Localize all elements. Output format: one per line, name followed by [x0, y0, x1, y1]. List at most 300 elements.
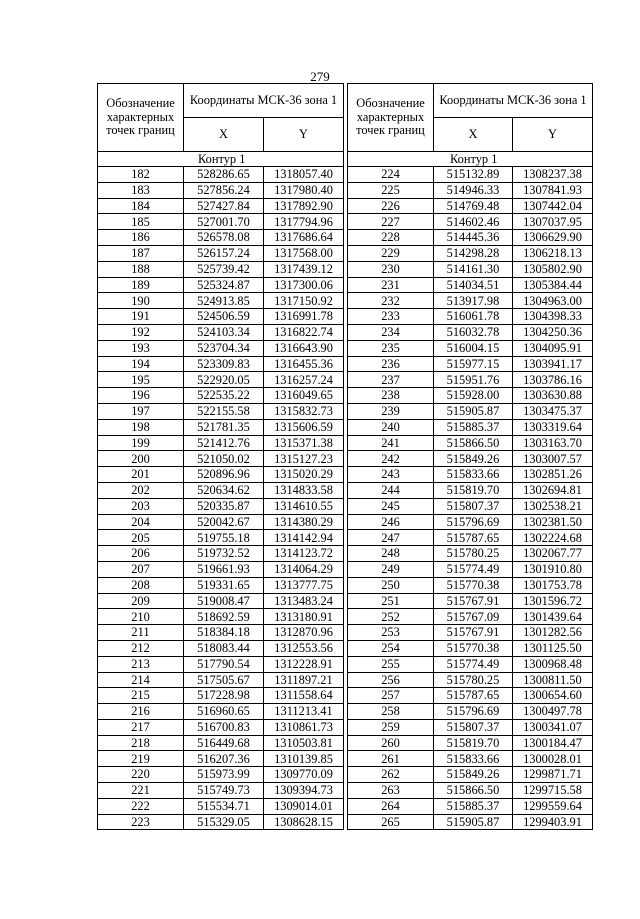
point-number-cell: 190	[98, 293, 184, 309]
x-coordinate-cell: 516207.36	[184, 751, 264, 767]
point-number-cell: 215	[98, 688, 184, 704]
table-row	[98, 546, 344, 562]
x-coordinate-cell: 519661.93	[184, 561, 264, 577]
x-coordinate-cell: 518384.18	[184, 625, 264, 641]
point-number-cell: 262	[348, 767, 434, 783]
table-row	[98, 230, 344, 246]
point-number-cell: 182	[98, 167, 184, 183]
point-number-cell: 230	[348, 261, 434, 277]
point-number-cell: 207	[98, 561, 184, 577]
y-coordinate-cell: 1302538.21	[513, 498, 593, 514]
table-row	[98, 625, 344, 641]
table-row	[98, 672, 344, 688]
x-coordinate-cell: 516449.68	[184, 735, 264, 751]
x-coordinate-cell: 515885.37	[434, 419, 513, 435]
y-coordinate-cell: 1309770.09	[264, 767, 344, 783]
y-coordinate-cell: 1316257.24	[264, 372, 344, 388]
contour-label: Контур 1	[98, 152, 344, 167]
y-coordinate-cell: 1317439.12	[264, 261, 344, 277]
table-row	[348, 261, 593, 277]
y-coordinate-cell: 1307841.93	[513, 182, 593, 198]
y-coordinate-cell: 1309394.73	[264, 783, 344, 799]
x-coordinate-cell: 515866.50	[434, 435, 513, 451]
point-number-cell: 254	[348, 640, 434, 656]
table-row	[348, 640, 593, 656]
y-coordinate-cell: 1311897.21	[264, 672, 344, 688]
table-row	[98, 640, 344, 656]
table-row	[98, 435, 344, 451]
table-row	[348, 214, 593, 230]
table-row	[98, 293, 344, 309]
table-row	[98, 514, 344, 530]
y-coordinate-cell: 1301910.80	[513, 561, 593, 577]
point-number-cell: 227	[348, 214, 434, 230]
table-row	[98, 309, 344, 325]
table-row	[98, 609, 344, 625]
table-row	[348, 467, 593, 483]
x-coordinate-cell: 528286.65	[184, 167, 264, 183]
coordinates-column-header: Координаты МСК-36 зона 1	[184, 84, 344, 118]
table-row	[98, 277, 344, 293]
table-row	[98, 656, 344, 672]
y-coordinate-cell: 1299715.58	[513, 783, 593, 799]
point-number-cell: 196	[98, 388, 184, 404]
point-number-cell: 213	[98, 656, 184, 672]
table-row	[98, 704, 344, 720]
x-coordinate-cell: 518083.44	[184, 640, 264, 656]
table-row	[348, 403, 593, 419]
point-number-cell: 198	[98, 419, 184, 435]
table-row	[98, 561, 344, 577]
table-row	[98, 419, 344, 435]
y-coordinate-cell: 1317150.92	[264, 293, 344, 309]
y-coordinate-cell: 1302381.50	[513, 514, 593, 530]
y-coordinate-cell: 1300811.50	[513, 672, 593, 688]
y-coordinate-cell: 1310861.73	[264, 719, 344, 735]
y-coordinate-cell: 1303786.16	[513, 372, 593, 388]
table-row	[98, 735, 344, 751]
table-row	[98, 198, 344, 214]
point-number-cell: 239	[348, 403, 434, 419]
y-coordinate-cell: 1304250.36	[513, 324, 593, 340]
point-number-cell: 214	[98, 672, 184, 688]
x-coordinate-cell: 515749.73	[184, 783, 264, 799]
point-number-cell: 185	[98, 214, 184, 230]
y-coordinate-cell: 1300341.07	[513, 719, 593, 735]
table-row	[348, 182, 593, 198]
point-number-cell: 252	[348, 609, 434, 625]
x-coordinate-cell: 519331.65	[184, 577, 264, 593]
x-coordinate-cell: 519755.18	[184, 530, 264, 546]
y-coordinate-cell: 1305802.90	[513, 261, 593, 277]
table-row	[348, 704, 593, 720]
x-coordinate-cell: 515951.76	[434, 372, 513, 388]
y-coordinate-cell: 1301439.64	[513, 609, 593, 625]
y-coordinate-cell: 1299871.71	[513, 767, 593, 783]
point-number-cell: 192	[98, 324, 184, 340]
x-coordinate-cell: 521412.76	[184, 435, 264, 451]
table-row	[348, 198, 593, 214]
table-row	[348, 546, 593, 562]
point-number-cell: 261	[348, 751, 434, 767]
x-coordinate-cell: 516700.83	[184, 719, 264, 735]
table-row	[98, 340, 344, 356]
point-number-cell: 256	[348, 672, 434, 688]
point-number-cell: 234	[348, 324, 434, 340]
x-coordinate-cell: 521050.02	[184, 451, 264, 467]
table-row	[348, 309, 593, 325]
y-coordinate-cell: 1310139.85	[264, 751, 344, 767]
y-coordinate-cell: 1300184.47	[513, 735, 593, 751]
table-row	[348, 593, 593, 609]
table-row	[348, 783, 593, 799]
x-coordinate-cell: 515819.70	[434, 482, 513, 498]
point-number-cell: 188	[98, 261, 184, 277]
point-number-cell: 219	[98, 751, 184, 767]
x-coordinate-cell: 515807.37	[434, 498, 513, 514]
y-coordinate-cell: 1315832.73	[264, 403, 344, 419]
point-number-cell: 248	[348, 546, 434, 562]
table-row	[348, 245, 593, 261]
point-number-cell: 224	[348, 167, 434, 183]
table-row	[98, 467, 344, 483]
table-row	[348, 561, 593, 577]
y-coordinate-cell: 1299559.64	[513, 798, 593, 814]
x-coordinate-cell: 515329.05	[184, 814, 264, 830]
contour-row	[98, 152, 344, 167]
x-coordinate-cell: 515767.09	[434, 609, 513, 625]
x-coordinate-cell: 524103.34	[184, 324, 264, 340]
table-row	[348, 609, 593, 625]
x-coordinate-cell: 526157.24	[184, 245, 264, 261]
point-number-cell: 201	[98, 467, 184, 483]
point-number-cell: 208	[98, 577, 184, 593]
point-number-cell: 228	[348, 230, 434, 246]
x-coordinate-cell: 515973.99	[184, 767, 264, 783]
table-row	[348, 435, 593, 451]
x-coordinate-cell: 515905.87	[434, 403, 513, 419]
point-number-cell: 243	[348, 467, 434, 483]
table-row	[98, 498, 344, 514]
x-coordinate-cell: 515977.15	[434, 356, 513, 372]
x-coordinate-cell: 519008.47	[184, 593, 264, 609]
x-coordinate-cell: 514445.36	[434, 230, 513, 246]
table-row	[98, 783, 344, 799]
table-row	[348, 530, 593, 546]
x-coordinate-cell: 514161.30	[434, 261, 513, 277]
y-coordinate-cell: 1302224.68	[513, 530, 593, 546]
x-coordinate-cell: 525324.87	[184, 277, 264, 293]
point-number-cell: 205	[98, 530, 184, 546]
table-row	[348, 230, 593, 246]
point-number-cell: 257	[348, 688, 434, 704]
point-number-cell: 242	[348, 451, 434, 467]
x-coordinate-cell: 515833.66	[434, 467, 513, 483]
point-number-cell: 263	[348, 783, 434, 799]
point-number-cell: 225	[348, 182, 434, 198]
y-coordinate-cell: 1301596.72	[513, 593, 593, 609]
y-coordinate-cell: 1316049.65	[264, 388, 344, 404]
x-coordinate-cell: 515774.49	[434, 656, 513, 672]
point-number-cell: 210	[98, 609, 184, 625]
point-number-cell: 251	[348, 593, 434, 609]
table-row	[98, 214, 344, 230]
x-coordinate-cell: 520042.67	[184, 514, 264, 530]
point-number-cell: 238	[348, 388, 434, 404]
x-coordinate-cell: 522535.22	[184, 388, 264, 404]
y-coordinate-cell: 1307442.04	[513, 198, 593, 214]
table-row	[98, 798, 344, 814]
table-row	[348, 293, 593, 309]
table-row	[348, 419, 593, 435]
y-coordinate-cell: 1303007.57	[513, 451, 593, 467]
x-coordinate-cell: 515885.37	[434, 798, 513, 814]
table-row	[98, 372, 344, 388]
x-coordinate-cell: 520634.62	[184, 482, 264, 498]
y-coordinate-cell: 1303475.37	[513, 403, 593, 419]
y-coordinate-cell: 1302851.26	[513, 467, 593, 483]
table-row	[348, 719, 593, 735]
x-column-header: X	[184, 118, 264, 152]
table-row	[348, 340, 593, 356]
table-row	[98, 577, 344, 593]
y-coordinate-cell: 1299403.91	[513, 814, 593, 830]
x-coordinate-cell: 517505.67	[184, 672, 264, 688]
x-coordinate-cell: 524506.59	[184, 309, 264, 325]
point-number-cell: 218	[98, 735, 184, 751]
x-coordinate-cell: 517790.54	[184, 656, 264, 672]
x-coordinate-cell: 513917.98	[434, 293, 513, 309]
table-row	[348, 814, 593, 830]
x-coordinate-cell: 515534.71	[184, 798, 264, 814]
x-coordinate-cell: 516004.15	[434, 340, 513, 356]
y-coordinate-cell: 1316455.36	[264, 356, 344, 372]
point-number-cell: 235	[348, 340, 434, 356]
x-coordinate-cell: 516061.78	[434, 309, 513, 325]
y-coordinate-cell: 1314833.58	[264, 482, 344, 498]
point-number-cell: 241	[348, 435, 434, 451]
y-coordinate-cell: 1311213.41	[264, 704, 344, 720]
table-row	[348, 656, 593, 672]
point-number-cell: 250	[348, 577, 434, 593]
point-column-header: Обозначение характерных точек границ	[348, 84, 434, 152]
table-row	[348, 577, 593, 593]
x-coordinate-cell: 515796.69	[434, 514, 513, 530]
table-row	[348, 672, 593, 688]
point-number-cell: 193	[98, 340, 184, 356]
y-coordinate-cell: 1316991.78	[264, 309, 344, 325]
x-coordinate-cell: 515787.65	[434, 530, 513, 546]
point-number-cell: 229	[348, 245, 434, 261]
y-coordinate-cell: 1314123.72	[264, 546, 344, 562]
x-coordinate-cell: 515774.49	[434, 561, 513, 577]
x-coordinate-cell: 522155.58	[184, 403, 264, 419]
x-coordinate-cell: 515849.26	[434, 451, 513, 467]
table-row	[98, 167, 344, 183]
point-number-cell: 259	[348, 719, 434, 735]
y-column-header: Y	[513, 118, 593, 152]
point-number-cell: 245	[348, 498, 434, 514]
y-coordinate-cell: 1300654.60	[513, 688, 593, 704]
table-row	[348, 514, 593, 530]
point-number-cell: 187	[98, 245, 184, 261]
table-row	[98, 245, 344, 261]
table-row	[98, 451, 344, 467]
point-number-cell: 237	[348, 372, 434, 388]
x-coordinate-cell: 519732.52	[184, 546, 264, 562]
point-number-cell: 199	[98, 435, 184, 451]
point-number-cell: 253	[348, 625, 434, 641]
table-row	[98, 814, 344, 830]
x-coordinate-cell: 516032.78	[434, 324, 513, 340]
y-coordinate-cell: 1318057.40	[264, 167, 344, 183]
x-coordinate-cell: 515780.25	[434, 672, 513, 688]
y-coordinate-cell: 1302067.77	[513, 546, 593, 562]
y-coordinate-cell: 1316643.90	[264, 340, 344, 356]
y-coordinate-cell: 1304963.00	[513, 293, 593, 309]
y-coordinate-cell: 1304398.33	[513, 309, 593, 325]
point-number-cell: 189	[98, 277, 184, 293]
y-coordinate-cell: 1313777.75	[264, 577, 344, 593]
x-coordinate-cell: 514602.46	[434, 214, 513, 230]
x-coordinate-cell: 515905.87	[434, 814, 513, 830]
point-column-header: Обозначение характерных точек границ	[98, 84, 184, 152]
point-number-cell: 186	[98, 230, 184, 246]
point-number-cell: 240	[348, 419, 434, 435]
x-coordinate-cell: 515770.38	[434, 640, 513, 656]
point-number-cell: 216	[98, 704, 184, 720]
x-coordinate-cell: 527001.70	[184, 214, 264, 230]
x-coordinate-cell: 523704.34	[184, 340, 264, 356]
point-number-cell: 232	[348, 293, 434, 309]
x-coordinate-cell: 514298.28	[434, 245, 513, 261]
y-coordinate-cell: 1312553.56	[264, 640, 344, 656]
point-number-cell: 217	[98, 719, 184, 735]
y-coordinate-cell: 1312228.91	[264, 656, 344, 672]
y-coordinate-cell: 1304095.91	[513, 340, 593, 356]
table-row	[98, 182, 344, 198]
point-number-cell: 258	[348, 704, 434, 720]
y-coordinate-cell: 1302694.81	[513, 482, 593, 498]
y-coordinate-cell: 1310503.81	[264, 735, 344, 751]
y-coordinate-cell: 1314142.94	[264, 530, 344, 546]
y-column-header: Y	[264, 118, 344, 152]
y-coordinate-cell: 1308628.15	[264, 814, 344, 830]
table-row	[348, 482, 593, 498]
point-number-cell: 194	[98, 356, 184, 372]
point-number-cell: 209	[98, 593, 184, 609]
y-coordinate-cell: 1312870.96	[264, 625, 344, 641]
point-number-cell: 202	[98, 482, 184, 498]
table-row	[98, 593, 344, 609]
table-row	[98, 767, 344, 783]
y-coordinate-cell: 1313180.91	[264, 609, 344, 625]
x-coordinate-cell: 515767.91	[434, 593, 513, 609]
y-coordinate-cell: 1315020.29	[264, 467, 344, 483]
y-coordinate-cell: 1300968.48	[513, 656, 593, 672]
x-coordinate-cell: 515780.25	[434, 546, 513, 562]
table-row	[98, 688, 344, 704]
point-number-cell: 183	[98, 182, 184, 198]
x-coordinate-cell: 522920.05	[184, 372, 264, 388]
y-coordinate-cell: 1314610.55	[264, 498, 344, 514]
y-coordinate-cell: 1315371.38	[264, 435, 344, 451]
x-coordinate-cell: 523309.83	[184, 356, 264, 372]
point-number-cell: 247	[348, 530, 434, 546]
y-coordinate-cell: 1301753.78	[513, 577, 593, 593]
table-row	[98, 751, 344, 767]
table-row	[348, 798, 593, 814]
y-coordinate-cell: 1317568.00	[264, 245, 344, 261]
y-coordinate-cell: 1300497.78	[513, 704, 593, 720]
x-coordinate-cell: 515819.70	[434, 735, 513, 751]
x-coordinate-cell: 515767.91	[434, 625, 513, 641]
y-coordinate-cell: 1317794.96	[264, 214, 344, 230]
point-number-cell: 246	[348, 514, 434, 530]
x-coordinate-cell: 515132.89	[434, 167, 513, 183]
y-coordinate-cell: 1311558.64	[264, 688, 344, 704]
x-coordinate-cell: 527856.24	[184, 182, 264, 198]
point-number-cell: 211	[98, 625, 184, 641]
x-coordinate-cell: 515807.37	[434, 719, 513, 735]
table-row	[348, 625, 593, 641]
point-number-cell: 249	[348, 561, 434, 577]
x-coordinate-cell: 515796.69	[434, 704, 513, 720]
y-coordinate-cell: 1308237.38	[513, 167, 593, 183]
point-number-cell: 222	[98, 798, 184, 814]
table-row	[348, 277, 593, 293]
point-number-cell: 231	[348, 277, 434, 293]
point-number-cell: 195	[98, 372, 184, 388]
y-coordinate-cell: 1316822.74	[264, 324, 344, 340]
point-number-cell: 255	[348, 656, 434, 672]
y-coordinate-cell: 1305384.44	[513, 277, 593, 293]
x-coordinate-cell: 518692.59	[184, 609, 264, 625]
table-row	[98, 324, 344, 340]
point-number-cell: 226	[348, 198, 434, 214]
x-coordinate-cell: 524913.85	[184, 293, 264, 309]
x-coordinate-cell: 525739.42	[184, 261, 264, 277]
contour-row	[348, 152, 593, 167]
x-coordinate-cell: 515770.38	[434, 577, 513, 593]
point-number-cell: 265	[348, 814, 434, 830]
table-row	[98, 482, 344, 498]
y-coordinate-cell: 1300028.01	[513, 751, 593, 767]
x-coordinate-cell: 521781.35	[184, 419, 264, 435]
y-coordinate-cell: 1303319.64	[513, 419, 593, 435]
point-number-cell: 260	[348, 735, 434, 751]
y-coordinate-cell: 1317300.06	[264, 277, 344, 293]
y-coordinate-cell: 1301282.56	[513, 625, 593, 641]
point-number-cell: 212	[98, 640, 184, 656]
y-coordinate-cell: 1317892.90	[264, 198, 344, 214]
point-number-cell: 203	[98, 498, 184, 514]
point-number-cell: 204	[98, 514, 184, 530]
point-number-cell: 223	[98, 814, 184, 830]
y-coordinate-cell: 1306218.13	[513, 245, 593, 261]
y-coordinate-cell: 1303630.88	[513, 388, 593, 404]
table-row	[348, 388, 593, 404]
x-coordinate-cell: 514946.33	[434, 182, 513, 198]
table-row	[98, 719, 344, 735]
y-coordinate-cell: 1301125.50	[513, 640, 593, 656]
x-coordinate-cell: 516960.65	[184, 704, 264, 720]
point-number-cell: 236	[348, 356, 434, 372]
point-number-cell: 233	[348, 309, 434, 325]
y-coordinate-cell: 1315127.23	[264, 451, 344, 467]
coordinates-column-header: Координаты МСК-36 зона 1	[434, 84, 593, 118]
x-coordinate-cell: 514034.51	[434, 277, 513, 293]
